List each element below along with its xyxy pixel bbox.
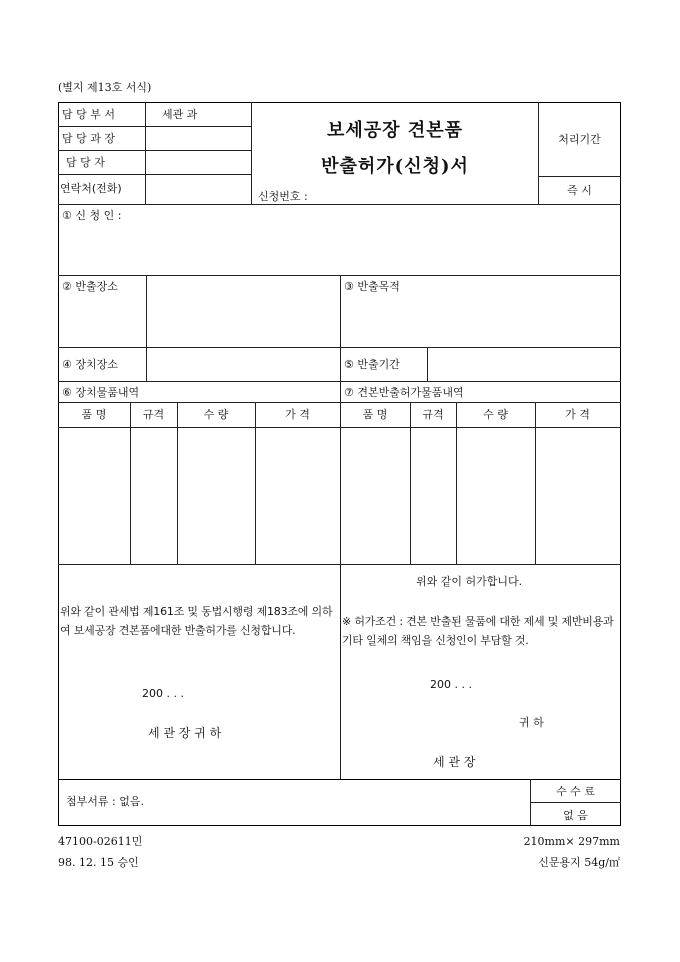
declaration-date: 200 . . . [142, 687, 184, 700]
footer-size: 210mm× 297mm [523, 835, 620, 848]
declaration-addressee: 세 관 장 귀 하 [148, 726, 222, 740]
dept-value: 세관 과 [162, 108, 198, 121]
storage-place-label: ④ 장치장소 [62, 358, 118, 371]
divider [58, 381, 621, 382]
permitted-goods-label: ⑦ 견본반출허가물품내역 [344, 386, 464, 399]
divider [530, 802, 621, 803]
footer-paper: 신문용지 54g/㎡ [538, 856, 620, 869]
col-quantity: 수 량 [203, 408, 229, 421]
declaration-text: 위와 같이 관세법 제161조 및 동법시행령 제183조에 의하여 보세공장 견본품에대한 반출허가를 신청합니다. [60, 605, 333, 637]
application-number-label: 신청번호 : [258, 190, 308, 203]
approval-condition: ※ 허가조건 : 견본 반출된 물품에 대한 제세 및 제반비용과 기타 일체의 책임을 신청인이 부담할 것. [342, 615, 614, 647]
divider [58, 427, 621, 428]
dept-label: 담 당 부 서 [62, 108, 115, 121]
col-spec: 규격 [422, 408, 444, 421]
divider [58, 402, 621, 403]
divider [427, 347, 428, 381]
title-line-2: 반출허가(신청)서 [321, 156, 469, 177]
divider [146, 347, 147, 381]
processing-period-label: 처리기간 [558, 133, 601, 146]
col-item-name: 품 명 [81, 408, 107, 421]
approval-signer: 세 관 장 [433, 755, 476, 769]
footer-code: 47100-02611민 [58, 835, 143, 848]
applicant-label: ① 신 청 인 : [62, 209, 122, 222]
person-label: 담 당 자 [66, 156, 105, 169]
processing-period-value: 즉 시 [567, 184, 592, 197]
section-chief-label: 담 당 과 장 [62, 132, 115, 145]
out-period-label: ⑤ 반출기간 [344, 358, 400, 371]
col-price: 가 격 [565, 408, 590, 421]
divider [58, 347, 621, 348]
stored-goods-label: ⑥ 장치물품내역 [62, 386, 140, 399]
out-place-label: ② 반출장소 [62, 280, 118, 293]
fee-label: 수 수 료 [556, 785, 595, 798]
title-line-1: 보세공장 견본품 [327, 120, 463, 141]
out-purpose-label: ③ 반출목적 [344, 280, 400, 293]
footer-approval-date: 98. 12. 15 승인 [58, 856, 139, 869]
divider [146, 275, 147, 347]
approval-heading: 위와 같이 허가합니다. [416, 575, 523, 588]
approval-to: 귀 하 [519, 716, 544, 729]
col-quantity: 수 량 [483, 408, 508, 421]
attachments-label: 첨부서류 : 없음. [66, 795, 144, 808]
center-divider [340, 275, 341, 779]
fee-value: 없 음 [563, 809, 588, 822]
form-number: (별지 제13호 서식) [58, 81, 152, 94]
divider [58, 564, 621, 565]
col-spec: 규격 [142, 408, 165, 421]
col-item-name: 품 명 [362, 408, 388, 421]
approval-date: 200 . . . [430, 678, 472, 691]
contact-label: 연락처(전화) [60, 182, 122, 195]
col-price: 가 격 [285, 408, 310, 421]
